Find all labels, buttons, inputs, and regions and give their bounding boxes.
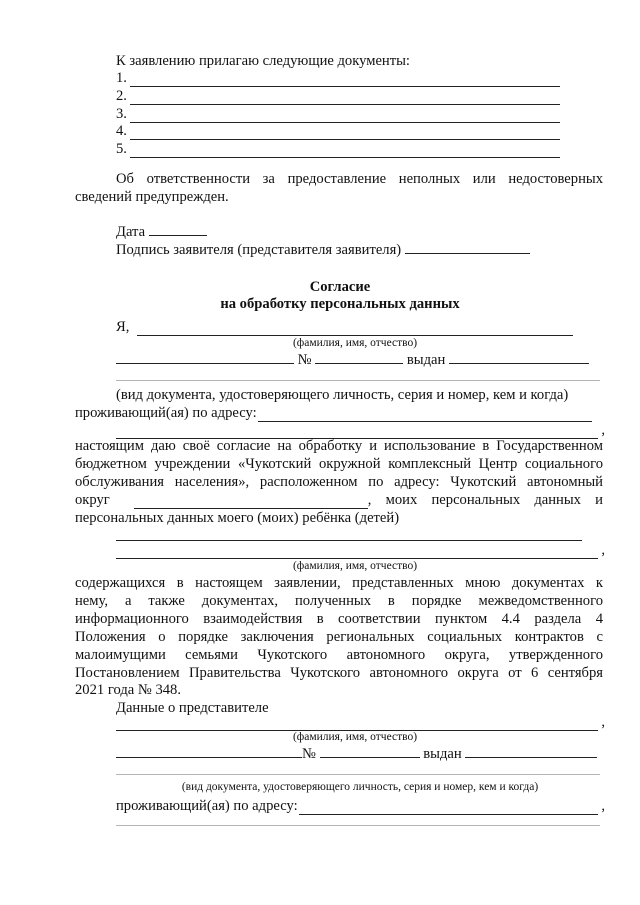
applicant-document-caption: (вид документа, удостоверяющего личность, серия и номер, кем и когда) bbox=[116, 387, 569, 403]
child-fio-row-2 bbox=[116, 541, 605, 559]
issued-label: выдан bbox=[423, 746, 462, 762]
attachment-row-2[interactable] bbox=[116, 87, 563, 105]
contained-line-4: Положения о порядке заключения региональных социальных контрактов с bbox=[75, 629, 603, 645]
consent-body-line-1: настоящим даю своё согласие на обработку и использование в Государственном bbox=[75, 438, 603, 454]
representative-document-number-field[interactable] bbox=[320, 744, 420, 758]
contained-line-5: малоимущими семьями Чукотского автономного округа, утвержденного bbox=[75, 647, 603, 663]
attachment-line[interactable] bbox=[130, 126, 560, 140]
comma: , bbox=[601, 798, 605, 814]
attachment-row-4[interactable] bbox=[116, 122, 563, 140]
attachment-number: 4. bbox=[116, 123, 127, 139]
residing-label: проживающий(ая) по адресу: bbox=[75, 405, 257, 421]
child-line: персональных данных моего (моих) ребёнка (детей) bbox=[75, 510, 400, 526]
okrug-word: округ bbox=[75, 492, 110, 508]
contained-line-6: Постановлением Правительства Чукотского автономного округа от 6 сентября bbox=[75, 665, 603, 681]
comma: , bbox=[601, 714, 605, 730]
representative-document-type-field[interactable] bbox=[116, 744, 302, 758]
date-label: Дата bbox=[116, 224, 146, 240]
representative-document-caption: (вид документа, удостоверяющего личность, серия и номер, кем и когда) bbox=[181, 781, 539, 793]
attachment-number: 5. bbox=[116, 141, 127, 157]
responsibility-line-2: сведений предупрежден. bbox=[75, 189, 229, 205]
applicant-document-extra-line[interactable] bbox=[116, 380, 600, 381]
representative-document-extra-line[interactable] bbox=[116, 774, 600, 775]
representative-address-row bbox=[116, 797, 605, 815]
representative-address-field-2[interactable] bbox=[116, 825, 600, 826]
representative-document-row bbox=[116, 744, 597, 763]
representative-fio-field[interactable] bbox=[116, 717, 598, 731]
applicant-address-field[interactable] bbox=[258, 408, 592, 422]
okrug-tail: , моих персональных данных и bbox=[367, 492, 603, 508]
date-field[interactable] bbox=[149, 222, 207, 236]
attachment-line[interactable] bbox=[130, 91, 560, 105]
attachment-number: 3. bbox=[116, 106, 127, 122]
responsibility-line-1: Об ответственности за предоставление неполных или недостоверных bbox=[116, 171, 603, 187]
representative-fio-row bbox=[116, 713, 605, 731]
consent-body-line-2: бюджетном учреждении «Чукотский окружной комплексный Центр социального bbox=[75, 456, 603, 472]
representative-document-issued-field[interactable] bbox=[465, 744, 597, 758]
okrug-field[interactable] bbox=[134, 495, 368, 509]
attachment-row-3[interactable] bbox=[116, 105, 563, 123]
representative-fio-caption: (фамилия, имя, отчество) bbox=[292, 731, 418, 743]
number-sign: № bbox=[297, 352, 312, 368]
signature-label: Подпись заявителя (представителя заявителя) bbox=[116, 242, 402, 258]
child-fio-caption: (фамилия, имя, отчество) bbox=[292, 560, 418, 572]
signature-row bbox=[116, 240, 530, 259]
date-row bbox=[116, 222, 207, 241]
representative-address-field[interactable] bbox=[299, 801, 599, 815]
representative-label: Данные о представителе bbox=[116, 700, 269, 716]
contained-line-3: информационного взаимодействия в соответствии пунктом 4.4 раздела 4 bbox=[75, 611, 603, 627]
applicant-fio-caption: (фамилия, имя, отчество) bbox=[292, 337, 418, 349]
attachments-intro: К заявлению прилагаю следующие документы: bbox=[116, 53, 410, 69]
attachment-number: 1. bbox=[116, 70, 127, 86]
applicant-address-row bbox=[75, 404, 595, 422]
attachment-row-1[interactable] bbox=[116, 69, 563, 87]
consent-title: Согласие bbox=[309, 279, 371, 295]
comma: , bbox=[601, 542, 605, 558]
contained-line-1: содержащихся в настоящем заявлении, представленных мною документах к bbox=[75, 575, 603, 591]
applicant-document-issued-field[interactable] bbox=[449, 350, 589, 364]
issued-label: выдан bbox=[406, 352, 446, 368]
i-label: Я, bbox=[116, 319, 130, 335]
attachment-line[interactable] bbox=[130, 144, 560, 158]
contained-line-2: нему, а также документах, полученных в порядке межведомственного bbox=[75, 593, 603, 609]
applicant-document-row bbox=[116, 350, 589, 369]
applicant-fio-row bbox=[116, 318, 576, 336]
okrug-row bbox=[75, 491, 603, 509]
applicant-document-type-field[interactable] bbox=[116, 350, 294, 364]
consent-subtitle: на обработку персональных данных bbox=[220, 296, 460, 312]
signature-field[interactable] bbox=[405, 240, 530, 254]
attachment-number: 2. bbox=[116, 88, 127, 104]
consent-body-line-3: обслуживания населения», расположенном по адресу: Чукотский автономный bbox=[75, 474, 603, 490]
applicant-document-number-field[interactable] bbox=[315, 350, 403, 364]
number-sign: № bbox=[302, 746, 316, 762]
attachment-line[interactable] bbox=[130, 73, 560, 87]
comma: , bbox=[601, 422, 605, 438]
child-fio-field-2[interactable] bbox=[116, 545, 598, 559]
attachment-row-5[interactable] bbox=[116, 140, 563, 158]
applicant-fio-field[interactable] bbox=[137, 322, 573, 336]
attachment-line[interactable] bbox=[130, 109, 560, 123]
contained-last-line: 2021 года № 348. bbox=[75, 682, 181, 698]
residing-label: проживающий(ая) по адресу: bbox=[116, 798, 298, 814]
